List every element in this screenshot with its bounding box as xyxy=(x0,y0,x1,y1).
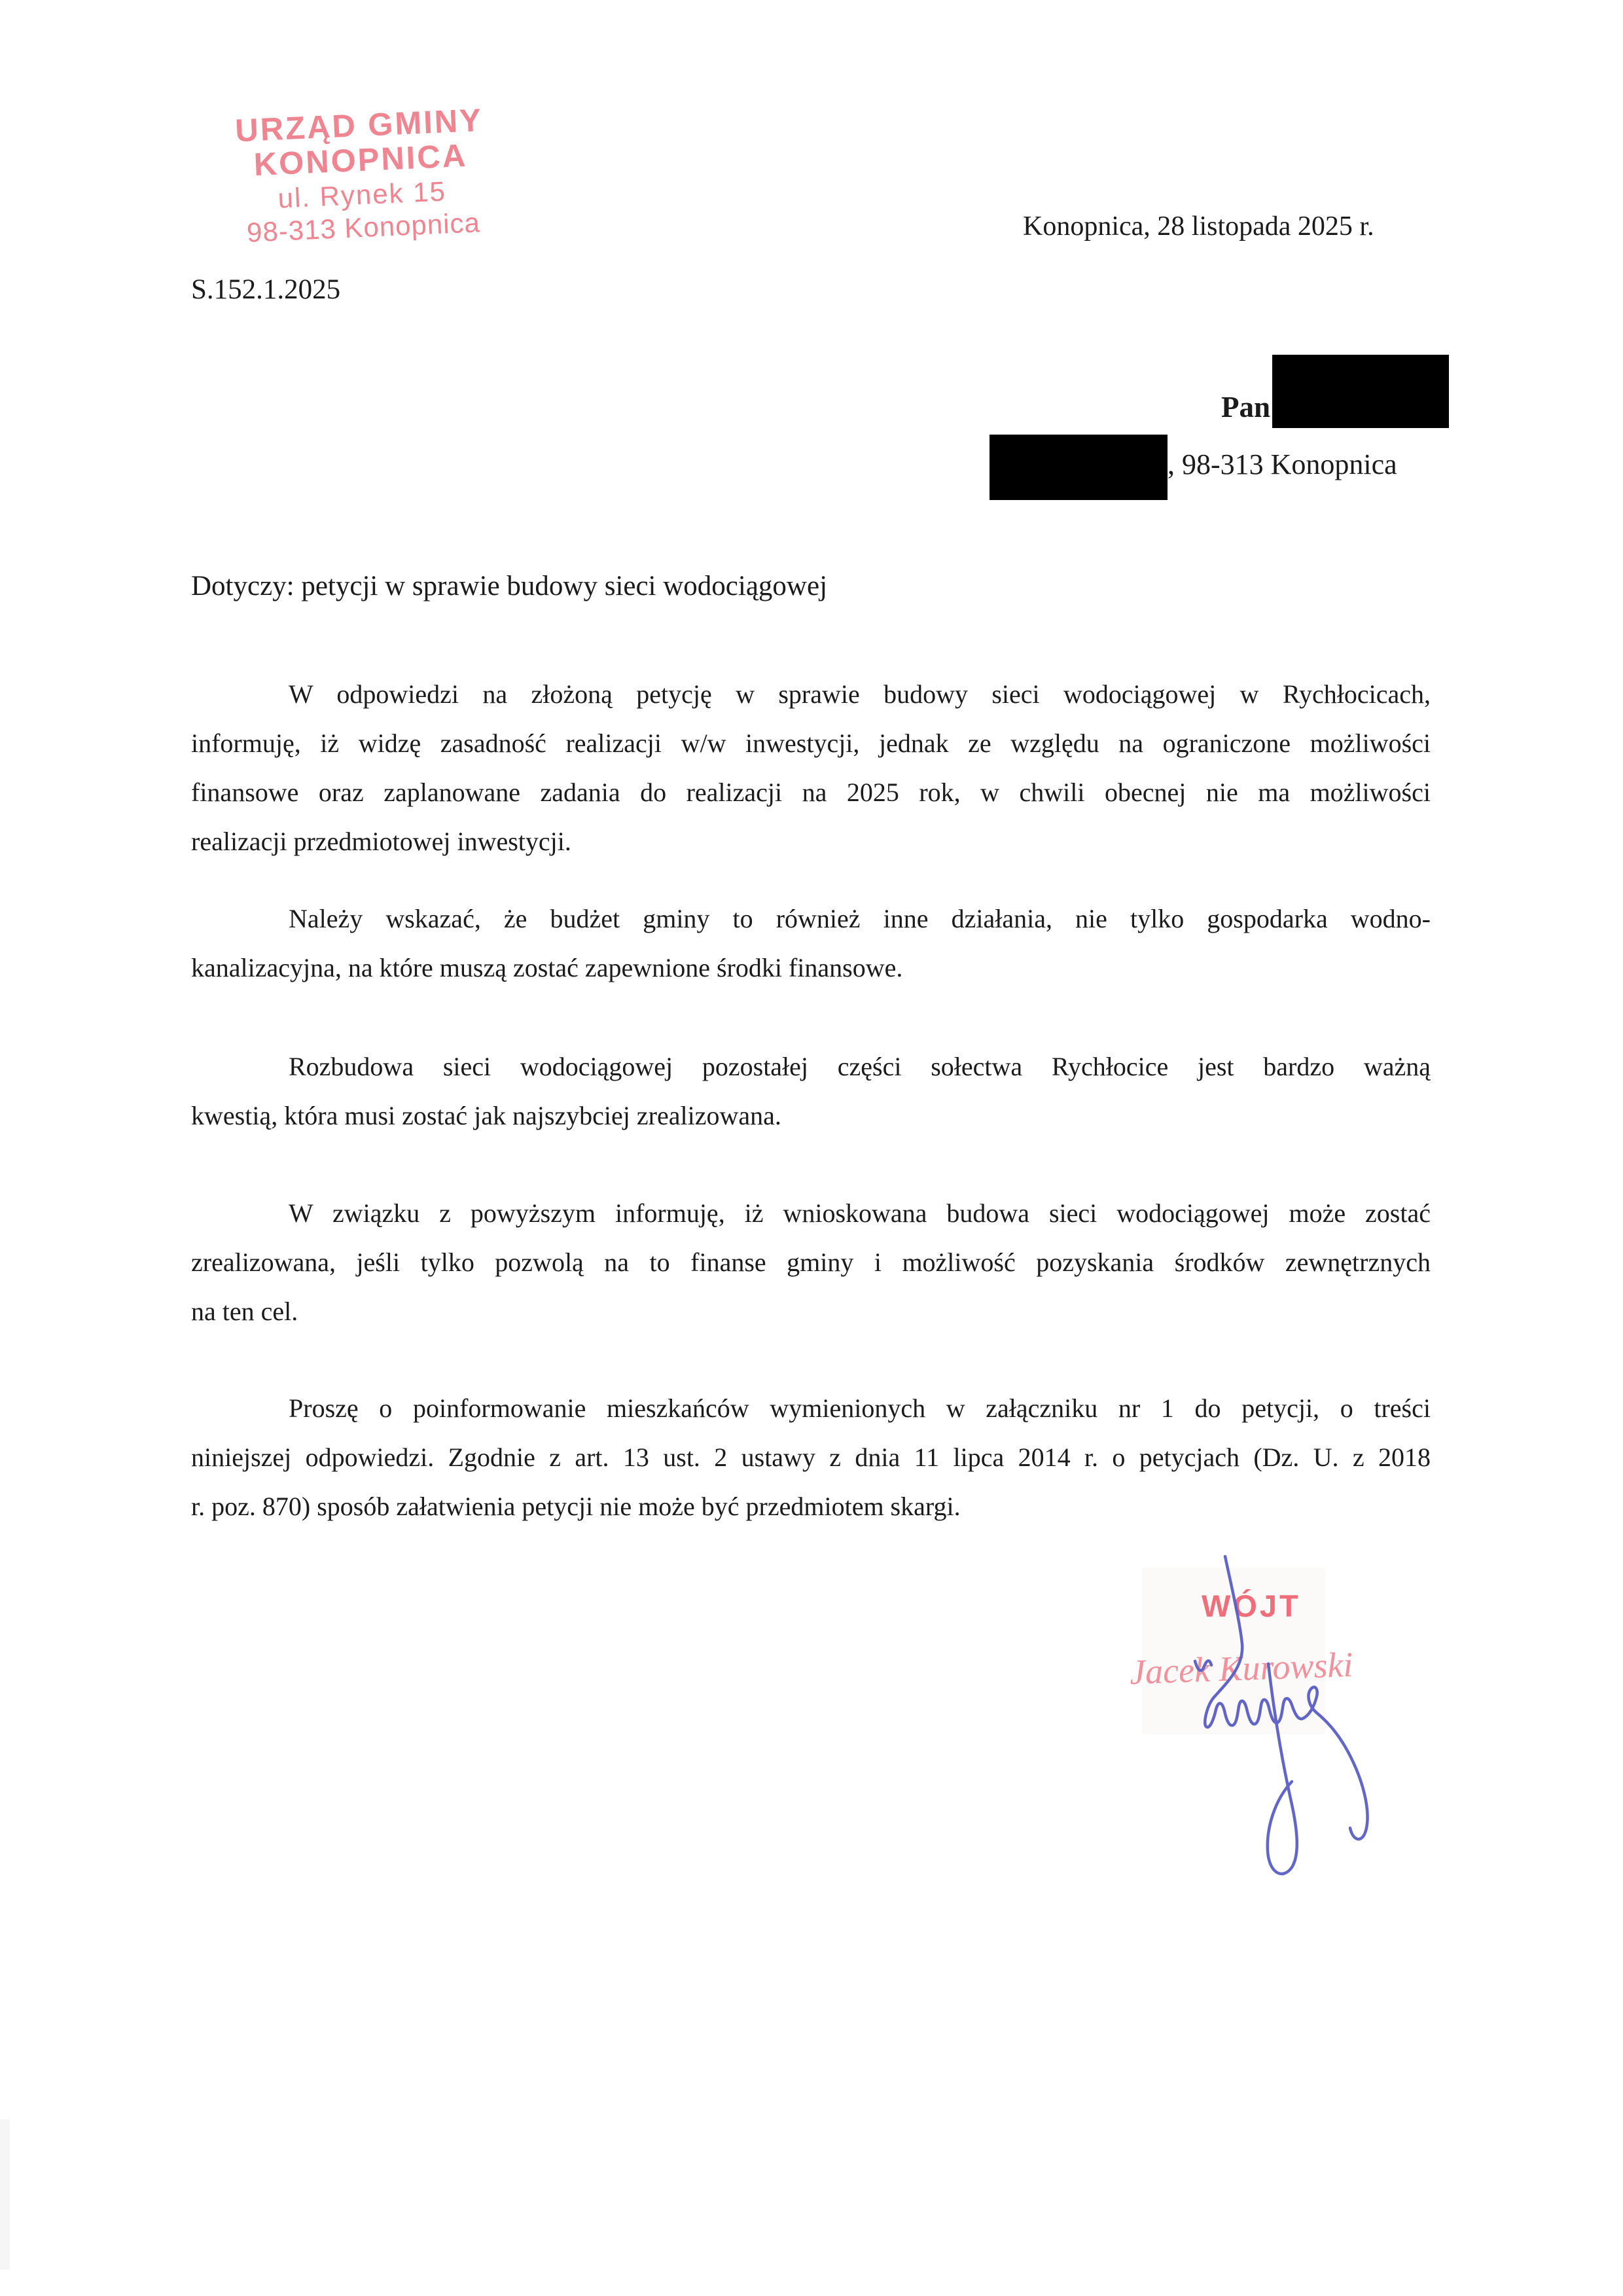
stamp-office-name-line2: KONOPNICA xyxy=(253,137,469,183)
reference-number: S.152.1.2025 xyxy=(191,274,341,305)
body-text-line: Rozbudowa sieci wodociągowej pozostałej części sołectwa Rychłocice jest bardzo ważną xyxy=(289,1052,1431,1081)
recipient-city-line: , 98-313 Konopnica xyxy=(1168,448,1397,480)
body-text-line: informuję, iż widzę zasadność realizacji w/w inwestycji, jednak ze względu na ograniczone możliwości xyxy=(191,728,1431,758)
body-text-line: niniejszej odpowiedzi. Zgodnie z art. 13 ust. 2 ustawy z dnia 11 lipca 2014 r. o petycjach (Dz. U. z 2018 xyxy=(191,1443,1431,1472)
paragraph xyxy=(191,670,1431,866)
stamp-office-name-line1: URZĄD GMINY xyxy=(234,102,484,149)
body-text-line: zrealizowana, jeśli tylko pozwolą na to finanse gminy i możliwość pozyskania środków zewnętrznych xyxy=(191,1247,1431,1277)
recipient-salutation: Pan xyxy=(1221,391,1271,423)
signature-main-stroke xyxy=(1205,1556,1367,1839)
body-text-line: kwestią, która musi zostać jak najszybciej zrealizowana. xyxy=(191,1101,781,1130)
stamp-postcode-line: 98-313 Konopnica xyxy=(246,207,481,248)
body-text-line: na ten cel. xyxy=(191,1297,298,1326)
handwritten-signature xyxy=(1106,1525,1414,1905)
signature-title-stamp: WÓJT xyxy=(1202,1588,1301,1623)
body-text-line: realizacji przedmiotowej inwestycji. xyxy=(191,827,571,856)
signature-check-stroke xyxy=(1195,1660,1211,1670)
body-text-line: Proszę o poinformowanie mieszkańców wymienionych w załączniku nr 1 do petycji, o treści xyxy=(289,1393,1431,1423)
body-text-line: W związku z powyższym informuję, iż wnioskowana budowa sieci wodociągowej może zostać xyxy=(289,1198,1431,1228)
body-text-line: kanalizacyjna, na które muszą zostać zapewnione środki finansowe. xyxy=(191,953,903,982)
stamp-street-line: ul. Rynek 15 xyxy=(277,175,447,214)
paragraph xyxy=(191,894,1431,992)
paragraph xyxy=(191,1384,1431,1531)
body-text-line: finansowe oraz zaplanowane zadania do realizacji na 2025 rok, w chwili obecnej nie ma możliwości xyxy=(191,778,1431,807)
body-text-line: Należy wskazać, że budżet gminy to również inne działania, nie tylko gospodarka wodno- xyxy=(289,904,1431,933)
subject-line: Dotyczy: petycji w sprawie budowy sieci wodociągowej xyxy=(191,571,828,601)
body-text-line: r. poz. 870) sposób załatwienia petycji nie może być przedmiotem skargi. xyxy=(191,1492,961,1521)
body-text-line: W odpowiedzi na złożoną petycję w sprawie budowy sieci wodociągowej w Rychłocicach, xyxy=(289,679,1431,709)
header-office-stamp xyxy=(208,102,515,250)
scan-artifact-strip xyxy=(0,2119,10,2270)
redaction-box-name xyxy=(1272,355,1449,428)
signature-name-stamp: Jacek Kurowski xyxy=(1129,1645,1354,1692)
paragraph xyxy=(191,1189,1431,1336)
date-line: Konopnica, 28 listopada 2025 r. xyxy=(1023,211,1374,242)
signature-descender-stroke xyxy=(1268,1664,1297,1874)
redaction-box-address xyxy=(990,435,1168,500)
paragraph xyxy=(191,1042,1431,1140)
